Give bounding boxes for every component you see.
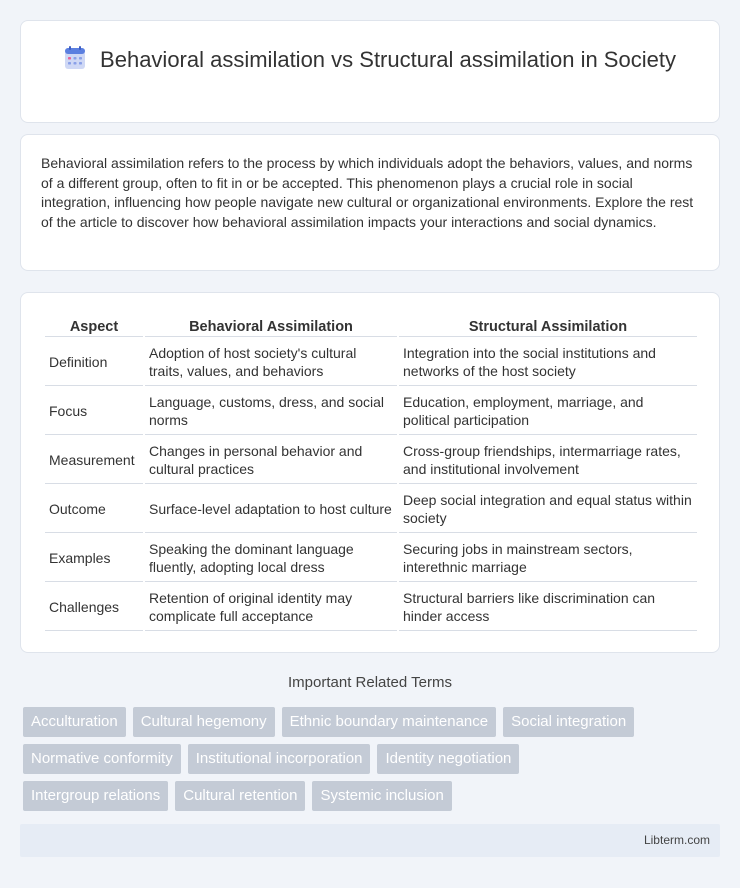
header-aspect: Aspect [45, 317, 143, 337]
page-title-wrap [61, 45, 679, 75]
footer-bar [20, 824, 720, 857]
row-behavioral: Changes in personal behavior and cultural practices [145, 437, 397, 484]
table-row [45, 535, 697, 582]
table-row [45, 437, 697, 484]
header-behavioral: Behavioral Assimilation [145, 317, 397, 337]
related-term-tag[interactable]: Institutional incorporation [188, 744, 371, 774]
header-card [20, 20, 720, 123]
tag-row [23, 707, 703, 737]
document-icon [64, 46, 86, 70]
table-row [45, 339, 697, 386]
row-behavioral: Speaking the dominant language fluently, adopting local dress [145, 535, 397, 582]
row-aspect: Examples [45, 535, 143, 582]
intro-paragraph: Behavioral assimilation refers to the process by which individuals adopt the behaviors, values, and norms of a different group, often to fit in or be accepted. This phenomenon plays a crucial role in social integration, influencing how people navigate new cultural or organizational environments. Explore the rest of the article to discover how behavioral assimilation impacts your interactions and social dynamics. [41, 155, 694, 230]
related-term-tag[interactable]: Intergroup relations [23, 781, 168, 811]
related-term-tag[interactable]: Cultural retention [175, 781, 305, 811]
row-behavioral: Retention of original identity may complicate full acceptance [145, 584, 397, 631]
row-behavioral: Surface-level adaptation to host culture [145, 486, 397, 533]
related-term-tag[interactable]: Cultural hegemony [133, 707, 275, 737]
row-aspect: Measurement [45, 437, 143, 484]
table-header-row [45, 317, 697, 337]
table-row [45, 584, 697, 631]
tag-row [23, 744, 703, 774]
row-structural: Structural barriers like discrimination can hinder access [399, 584, 697, 631]
related-term-tag[interactable]: Identity negotiation [377, 744, 519, 774]
page-title: Behavioral assimilation vs Structural assimilation in Society [100, 47, 676, 72]
comparison-table-card [20, 292, 720, 653]
row-aspect: Definition [45, 339, 143, 386]
table-row [45, 486, 697, 533]
footer-site-link[interactable]: Libterm.com [643, 833, 710, 847]
intro-card [20, 134, 720, 271]
related-term-tag[interactable]: Social integration [503, 707, 634, 737]
related-term-tag[interactable]: Ethnic boundary maintenance [282, 707, 496, 737]
row-aspect: Focus [45, 388, 143, 435]
comparison-table [43, 315, 699, 633]
tag-row [23, 781, 703, 811]
row-aspect: Outcome [45, 486, 143, 533]
row-aspect: Challenges [45, 584, 143, 631]
row-structural: Deep social integration and equal status within society [399, 486, 697, 533]
row-structural: Securing jobs in mainstream sectors, interethnic marriage [399, 535, 697, 582]
row-structural: Integration into the social institutions and networks of the host society [399, 339, 697, 386]
table-row [45, 388, 697, 435]
related-terms-heading: Important Related Terms [288, 674, 452, 691]
related-term-tag[interactable]: Acculturation [23, 707, 126, 737]
row-behavioral: Language, customs, dress, and social norms [145, 388, 397, 435]
header-structural: Structural Assimilation [399, 317, 697, 337]
row-structural: Education, employment, marriage, and political participation [399, 388, 697, 435]
row-structural: Cross-group friendships, intermarriage rates, and institutional involvement [399, 437, 697, 484]
row-behavioral: Adoption of host society's cultural traits, values, and behaviors [145, 339, 397, 386]
related-term-tag[interactable]: Systemic inclusion [312, 781, 451, 811]
related-term-tag[interactable]: Normative conformity [23, 744, 181, 774]
related-terms-list [23, 707, 703, 818]
